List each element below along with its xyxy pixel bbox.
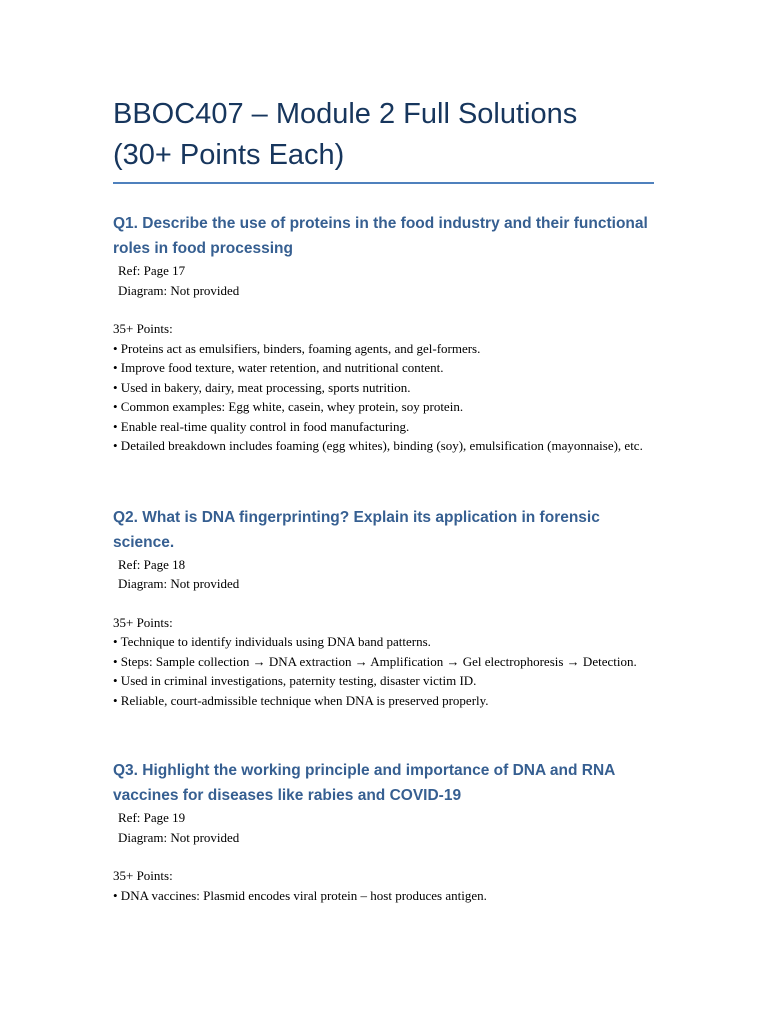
question-ref: Ref: Page 17 [118,263,186,278]
question-heading: Q1. Describe the use of proteins in the food industry and their functional roles in food processing [113,215,648,257]
bullet-item: • Technique to identify individuals using DNA band patterns. [113,634,431,649]
bullet-item: • Common examples: Egg white, casein, whey protein, soy protein. [113,399,464,414]
bullet-item: • Reliable, court-admissible technique when DNA is preserved properly. [113,692,489,708]
document-page [113,94,658,905]
bullet-item: • Used in criminal investigations, paternity testing, disaster victim ID. [113,673,477,688]
bullet-item: • Improve food texture, water retention, and nutritional content. [113,360,444,375]
bullet-item: • DNA vaccines: Plasmid encodes viral protein – host produces antigen. [113,887,487,903]
bullet-item: • Steps: Sample collection → DNA extraction → Amplification → Gel electrophoresis → Detection. [113,653,637,669]
question-ref: Ref: Page 19 [118,810,186,825]
question-ref: Ref: Page 18 [118,556,186,572]
points-label: 35+ Points: [113,868,173,883]
question-section-1 [113,211,658,456]
question-diagram: Diagram: Not provided [118,282,240,298]
bullet-item: • Proteins act as emulsifiers, binders, foaming agents, and gel-formers. [113,340,481,356]
question-section-3 [113,758,658,905]
bullet-item: • Detailed breakdown includes foaming (egg whites), binding (soy), emulsification (mayonnaise), etc. [113,438,643,453]
bullet-list [113,339,658,456]
points-label: 35+ Points: [113,614,173,630]
question-diagram: Diagram: Not provided [118,829,240,845]
question-heading: Q2. What is DNA fingerprinting? Explain its application in forensic science. [113,508,600,551]
bullet-list [113,886,658,906]
bullet-item: • Used in bakery, dairy, meat processing, sports nutrition. [113,379,411,395]
question-diagram: Diagram: Not provided [118,576,240,591]
title-line-1: BBOC407 – Module 2 Full Solutions [113,98,578,130]
question-section-2 [113,505,658,711]
bullet-item: • Enable real-time quality control in food manufacturing. [113,418,410,434]
question-heading: Q3. Highlight the working principle and importance of DNA and RNA vaccines for diseases like rabies and COVID-19 [113,762,615,804]
title-line-2: (30+ Points Each) [113,139,345,171]
title-underline [113,182,654,184]
points-label: 35+ Points: [113,321,173,336]
document-title [113,94,658,180]
bullet-list [113,632,658,710]
